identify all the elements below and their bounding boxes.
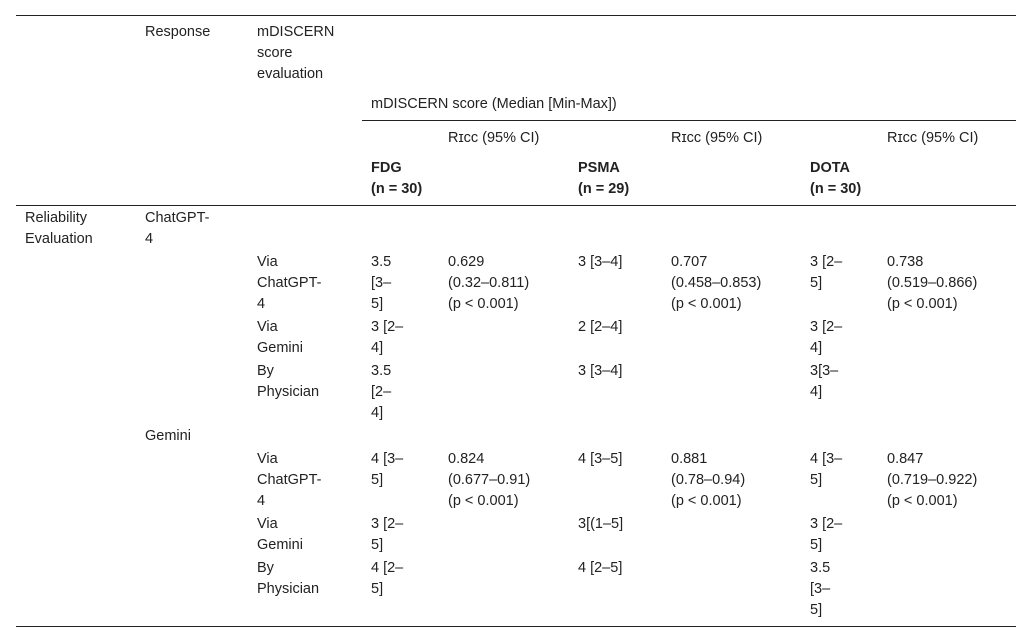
psma-value: 3 [3–4] (578, 363, 623, 379)
header-ricc-dota: Rɪcc (95% CI) (887, 130, 979, 146)
fdg-ricc: 0.629 (0.32–0.811) (p < 0.001) (448, 254, 530, 312)
header-group-fdg: FDG (n = 30) (371, 160, 423, 197)
fdg-value: 4 [3– 5] (371, 451, 404, 488)
header-median-label: mDISCERN score (Median [Min-Max]) (371, 96, 617, 112)
fdg-value: 3.5 [2– 4] (371, 363, 392, 421)
dota-value: 4 [3– 5] (810, 451, 843, 488)
dota-value: 3 [2– 5] (810, 254, 843, 291)
psma-value: 3 [3–4] (578, 254, 623, 270)
eval-label: Via ChatGPT- 4 (257, 254, 322, 312)
header-group-psma: PSMA (n = 29) (578, 160, 630, 197)
header-bottom-rule (16, 205, 1016, 206)
fdg-value: 4 [2– 5] (371, 560, 404, 597)
table-bottom-rule (16, 626, 1016, 627)
eval-label: By Physician (257, 363, 320, 400)
median-underline-rule (362, 120, 1016, 121)
eval-label: By Physician (257, 560, 320, 597)
eval-label: Via ChatGPT- 4 (257, 451, 322, 509)
header-ricc-fdg: Rɪcc (95% CI) (448, 130, 540, 146)
dota-value: 3 [2– 5] (810, 516, 843, 553)
psma-value: 4 [2–5] (578, 560, 623, 576)
dota-ricc: 0.847 (0.719–0.922) (p < 0.001) (887, 451, 978, 509)
psma-value: 3[(1–5] (578, 516, 624, 532)
header-response: Response (145, 24, 211, 40)
fdg-value: 3 [2– 4] (371, 319, 404, 356)
dota-value: 3[3– 4] (810, 363, 839, 400)
header-evaluation: mDISCERN score evaluation (257, 24, 335, 82)
fdg-ricc: 0.824 (0.677–0.91) (p < 0.001) (448, 451, 531, 509)
dota-ricc: 0.738 (0.519–0.866) (p < 0.001) (887, 254, 978, 312)
block-response-label: Gemini (145, 428, 191, 444)
block-response-label: ChatGPT- 4 (145, 210, 210, 247)
eval-label: Via Gemini (257, 319, 303, 356)
header-group-dota: DOTA (n = 30) (810, 160, 862, 197)
psma-ricc: 0.881 (0.78–0.94) (p < 0.001) (671, 451, 746, 509)
fdg-value: 3.5 [3– 5] (371, 254, 392, 312)
table-top-rule (16, 15, 1016, 16)
psma-ricc: 0.707 (0.458–0.853) (p < 0.001) (671, 254, 762, 312)
dota-value: 3 [2– 4] (810, 319, 843, 356)
header-ricc-psma: Rɪcc (95% CI) (671, 130, 763, 146)
eval-label: Via Gemini (257, 516, 303, 553)
psma-value: 4 [3–5] (578, 451, 623, 467)
fdg-value: 3 [2– 5] (371, 516, 404, 553)
dota-value: 3.5 [3– 5] (810, 560, 831, 618)
psma-value: 2 [2–4] (578, 319, 623, 335)
section-label: Reliability Evaluation (25, 210, 93, 247)
